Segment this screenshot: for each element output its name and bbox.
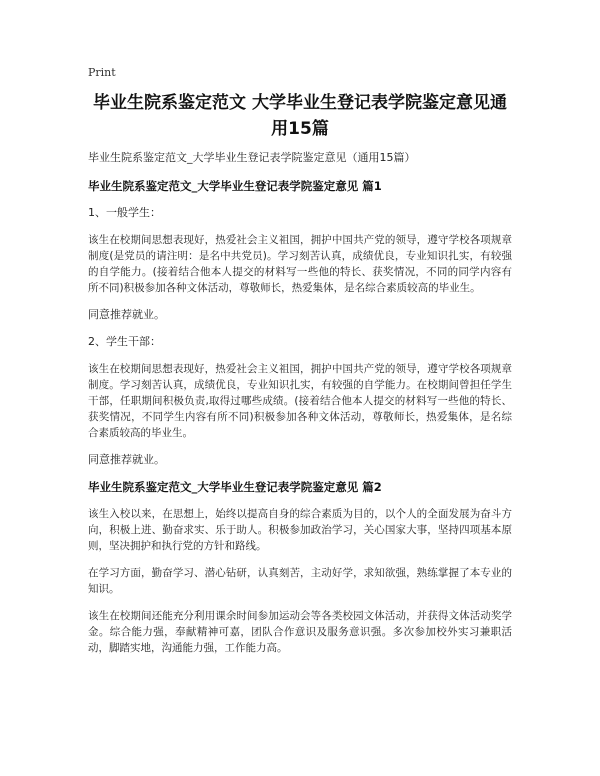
section-heading-2: 毕业生院系鉴定范文_大学毕业生登记表学院鉴定意见 篇2 [88,480,382,494]
section2-paragraph-3: 该生在校期间还能充分利用课余时间参加运动会等各类校园文体活动，并获得文体活动奖学金。综合能力强，奉献精神可嘉，团队合作意识及服务意识强。多次参加校外实习兼职活动，脚踏实地，沟通能力强，工作能力高。 [88,610,512,654]
section2-paragraph-1: 该生入校以来，在思想上，始终以提高自身的综合素质为目的，以个人的全面发展为奋斗方向，积极上进、勤奋求实、乐于助人。积极参加政治学习，关心国家大事，坚持四项基本原则，坚决拥护和执行党的方针和路线。 [88,508,512,552]
section-heading-1: 毕业生院系鉴定范文_大学毕业生登记表学院鉴定意见 篇1 [88,179,382,193]
general-student-closing: 同意推荐就业。 [88,308,165,321]
student-cadre-closing: 同意推荐就业。 [88,453,165,466]
print-label: Print [88,66,116,79]
section2-paragraph-2: 在学习方面，勤奋学习、潜心钻研，认真刻苦，主动好学，求知欲强，熟练掌握了本专业的知识。 [88,567,512,595]
general-student-paragraph: 该生在校期间思想表现好，热爱社会主义祖国，拥护中国共产党的领导，遵守学校各项规章制度(是党员的请注明：是名中共党员)。学习刻苦认真，成绩优良，专业知识扎实，有较强的自学能力。(接着结合他本人提交的材料写一些他的特长、获奖情况，不同的同学内容有所不同)积极参加各种文体活动，尊敬师长，热爱集体，是名综合素质较高的毕业生。 [88,234,512,294]
student-cadre-paragraph: 该生在校期间思想表现好，热爱社会主义祖国，拥护中国共产党的领导，遵守学校各项规章制度。学习刻苦认真，成绩优良，专业知识扎实，有较强的自学能力。在校期间曾担任学生干部，任职期间积极负责,取得过哪些成绩。(接着结合他本人提交的材料写一些他的特长、获奖情况，不同学生内容有所不同)积极参加各种文体活动，尊敬师长，热爱集体，是名综合素质较高的毕业生。 [88,363,512,439]
document-subtitle: 毕业生院系鉴定范文_大学毕业生登记表学院鉴定意见（通用15篇） [88,151,416,164]
document-title: 毕业生院系鉴定范文 大学毕业生登记表学院鉴定意见通用15篇 [93,93,507,139]
general-student-label: 1、一般学生： [88,206,161,219]
student-cadre-label: 2、学生干部： [88,335,161,348]
